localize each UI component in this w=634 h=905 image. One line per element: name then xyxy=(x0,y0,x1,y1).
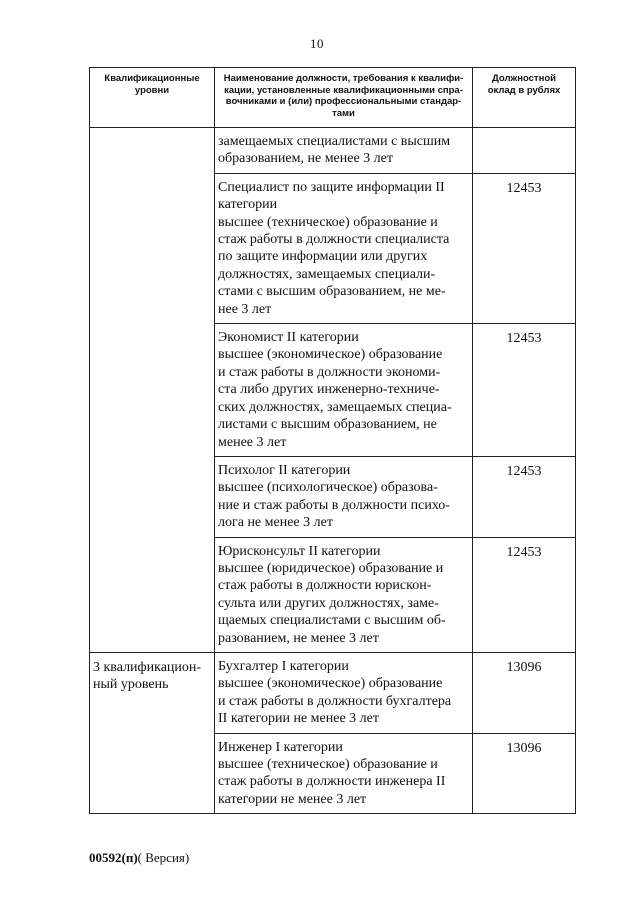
salary-value: 12453 xyxy=(506,544,542,560)
header-position: Наименование должности, требования к квалифи- кации, установленные квалификационными спра- вочниками и (или) профессиональными стандар- тами xyxy=(215,68,473,128)
table-header-row xyxy=(90,68,576,128)
position-title: Бухгалтер I категории xyxy=(218,658,349,674)
position-requirements: высшее (техническое) образование и стаж работы в должности инженера II категории не менее 3 лет xyxy=(218,757,446,807)
salary-value: 13096 xyxy=(506,740,542,756)
salary-cell xyxy=(473,173,576,323)
document-code: 00592(п) xyxy=(89,850,138,865)
salary-value: 12453 xyxy=(506,331,542,347)
qualification-level-cell xyxy=(90,652,215,813)
salary-cell xyxy=(473,652,576,733)
document-footer xyxy=(89,850,189,866)
position-requirements: замещаемых специалистами с высшим образованием, не менее 3 лет xyxy=(218,134,451,167)
position-cell xyxy=(215,733,473,814)
salary-value: 12453 xyxy=(506,463,542,479)
position-cell xyxy=(215,324,473,457)
position-requirements: высшее (экономическое) образование и стаж работы в должности бухгалтера II категории не менее 3 лет xyxy=(218,676,452,727)
header-level: Квалификационные уровни xyxy=(90,68,215,128)
position-requirements: высшее (психологическое) образова- ние и стаж работы в должности психо- лога не менее 3 лет xyxy=(218,480,450,531)
salary-cell xyxy=(473,537,576,652)
position-cell xyxy=(215,456,473,537)
table-row xyxy=(90,652,576,733)
position-title: Экономист II категории xyxy=(218,330,359,346)
position-cell xyxy=(215,537,473,652)
table-row xyxy=(90,128,576,174)
salary-value: 13096 xyxy=(506,659,542,675)
qualification-table xyxy=(89,67,576,814)
position-title: Юрисконсульт II категории xyxy=(218,543,381,559)
salary-cell xyxy=(473,456,576,537)
position-cell xyxy=(215,128,473,174)
salary-cell xyxy=(473,324,576,457)
qualification-level-cell xyxy=(90,128,215,653)
salary-cell xyxy=(473,128,576,174)
qualification-level-text: 3 квалификацион- ный уровень xyxy=(93,659,202,693)
position-requirements: высшее (экономическое) образование и стаж работы в должности экономи- ста либо других инженерно-техниче- ских должностях, замещаемых специа- листами с высшим образованием, не менее 3 лет xyxy=(218,347,452,450)
salary-cell xyxy=(473,733,576,814)
position-cell xyxy=(215,652,473,733)
position-title: Специалист по защите информации II категории xyxy=(218,179,445,213)
position-cell xyxy=(215,173,473,323)
header-salary: Должностной оклад в рублях xyxy=(473,68,576,128)
table-body xyxy=(90,128,576,814)
salary-value: 12453 xyxy=(506,180,542,196)
position-requirements: высшее (техническое) образование и стаж работы в должности специалиста по защите информации или других должностях, замещаемых специали- стами с высшим образованием, не ме- нее 3 лет xyxy=(218,214,450,317)
position-title: Психолог II категории xyxy=(218,462,351,478)
document-version: ( Версия) xyxy=(137,850,190,865)
position-title: Инженер I категории xyxy=(218,739,343,755)
page-number: 10 xyxy=(310,36,324,51)
position-requirements: высшее (юридическое) образование и стаж работы в должности юрискон- сульта или других должностях, заме- щаемых специалистами с высшим об- разованием, не менее 3 лет xyxy=(218,560,446,646)
